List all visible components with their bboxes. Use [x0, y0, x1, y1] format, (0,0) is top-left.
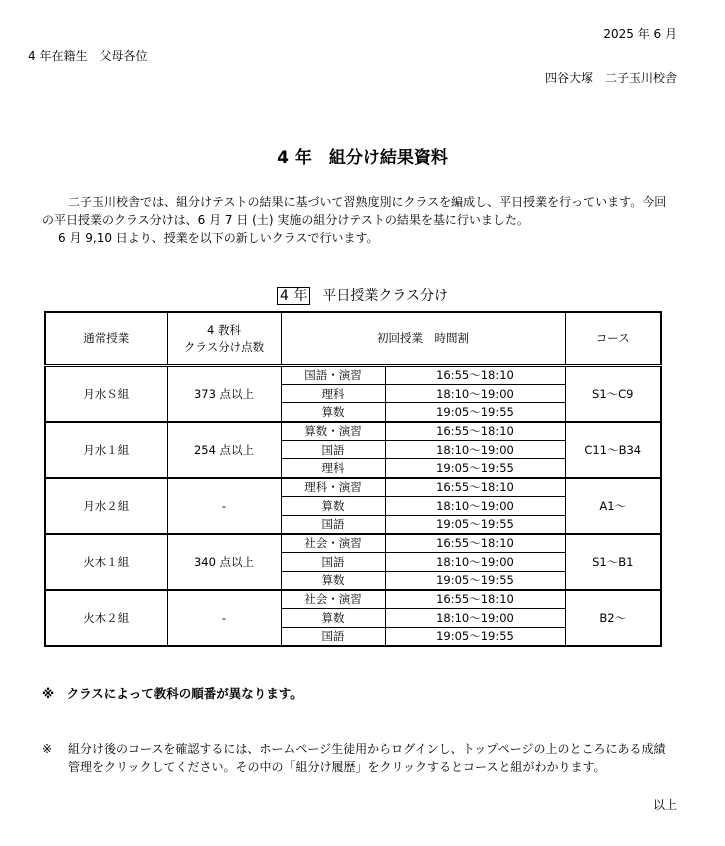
subject-cell: 社会・演習 [281, 590, 385, 609]
time-cell: 16:55〜18:10 [385, 478, 565, 497]
intro-paragraph-1: 二子玉川校舎では、組分けテストの結果に基づいて習熟度別にクラスを編成し、平日授業を行っています。今回の平日授業のクラス分けは、6 月 7 日 (土) 実施の組分けテストの結果を基に行いました。 [42, 195, 667, 227]
table-row [45, 422, 661, 441]
time-cell: 19:05〜19:55 [385, 459, 565, 478]
subject-cell: 理科・演習 [281, 478, 385, 497]
course-range-cell: A1〜 [565, 478, 661, 534]
class-name-cell: 月水１組 [45, 422, 167, 478]
table-row [45, 366, 661, 385]
subject-cell: 国語 [281, 552, 385, 571]
subject-cell: 国語 [281, 515, 385, 534]
subject-cell: 国語・演習 [281, 366, 385, 385]
class-name-cell: 月水２組 [45, 478, 167, 534]
table-header-row [45, 312, 661, 366]
class-name-cell: 火木２組 [45, 590, 167, 646]
course-range-cell: C11〜B34 [565, 422, 661, 478]
score-threshold-cell: 373 点以上 [167, 366, 281, 422]
score-threshold-cell: 340 点以上 [167, 534, 281, 590]
table-title-grade: 4 年 [277, 287, 310, 305]
table-title [0, 285, 725, 305]
recipient-line: 4 年在籍生 父母各位 [28, 49, 148, 63]
score-threshold-cell: - [167, 478, 281, 534]
document-date: 2025 年 6 月 [603, 27, 677, 41]
class-schedule-table [44, 311, 662, 647]
header-score-line1: 4 教科 [207, 322, 241, 337]
course-range-cell: B2〜 [565, 590, 661, 646]
time-cell: 16:55〜18:10 [385, 534, 565, 553]
note-course-check [42, 740, 672, 776]
score-threshold-cell: - [167, 590, 281, 646]
course-range-cell: S1〜C9 [565, 366, 661, 422]
subject-cell: 理科 [281, 384, 385, 403]
time-cell: 18:10〜19:00 [385, 552, 565, 571]
note-mark: ※ [42, 686, 55, 701]
subject-cell: 算数 [281, 571, 385, 590]
subject-cell: 理科 [281, 459, 385, 478]
table-row [45, 478, 661, 497]
header-class: 通常授業 [45, 312, 167, 366]
header-score [167, 312, 281, 366]
note-subject-order [42, 684, 303, 702]
document-title: 4 年 組分け結果資料 [277, 148, 448, 168]
score-threshold-cell: 254 点以上 [167, 422, 281, 478]
subject-cell: 社会・演習 [281, 534, 385, 553]
time-cell: 18:10〜19:00 [385, 440, 565, 459]
header-course: コース [565, 312, 661, 366]
time-cell: 18:10〜19:00 [385, 496, 565, 515]
note-1-text: クラスによって教科の順番が異なります。 [66, 686, 303, 701]
header-schedule: 初回授業 時間割 [281, 312, 565, 366]
time-cell: 16:55〜18:10 [385, 366, 565, 385]
time-cell: 19:05〜19:55 [385, 571, 565, 590]
time-cell: 18:10〜19:00 [385, 608, 565, 627]
class-name-cell: 月水Ｓ組 [45, 366, 167, 422]
subject-cell: 算数 [281, 608, 385, 627]
class-name-cell: 火木１組 [45, 534, 167, 590]
intro-text [42, 193, 678, 247]
subject-cell: 算数・演習 [281, 422, 385, 441]
table-row [45, 534, 661, 553]
time-cell: 19:05〜19:55 [385, 403, 565, 422]
subject-cell: 算数 [281, 403, 385, 422]
header-score-line2: クラス分け点数 [183, 339, 265, 354]
subject-cell: 算数 [281, 496, 385, 515]
note-mark: ※ [42, 742, 53, 756]
closing-word: 以上 [652, 798, 677, 812]
subject-cell: 国語 [281, 627, 385, 646]
intro-paragraph-2: 6 月 9,10 日より、授業を以下の新しいクラスで行います。 [58, 231, 379, 245]
subject-cell: 国語 [281, 440, 385, 459]
course-range-cell: S1〜B1 [565, 534, 661, 590]
table-body [45, 366, 661, 646]
note-2-text: 組分け後のコースを確認するには、ホームページ生徒用からログインし、トップページの上のところにある成績管理をクリックしてください。その中の「組分け履歴」をクリックするとコースと組がわかります。 [68, 742, 666, 774]
time-cell: 19:05〜19:55 [385, 515, 565, 534]
time-cell: 19:05〜19:55 [385, 627, 565, 646]
table-row [45, 590, 661, 609]
table-title-label: 平日授業クラス分け [322, 288, 448, 304]
time-cell: 16:55〜18:10 [385, 422, 565, 441]
time-cell: 18:10〜19:00 [385, 384, 565, 403]
time-cell: 16:55〜18:10 [385, 590, 565, 609]
sender-line: 四谷大塚 二子玉川校舎 [544, 71, 677, 85]
